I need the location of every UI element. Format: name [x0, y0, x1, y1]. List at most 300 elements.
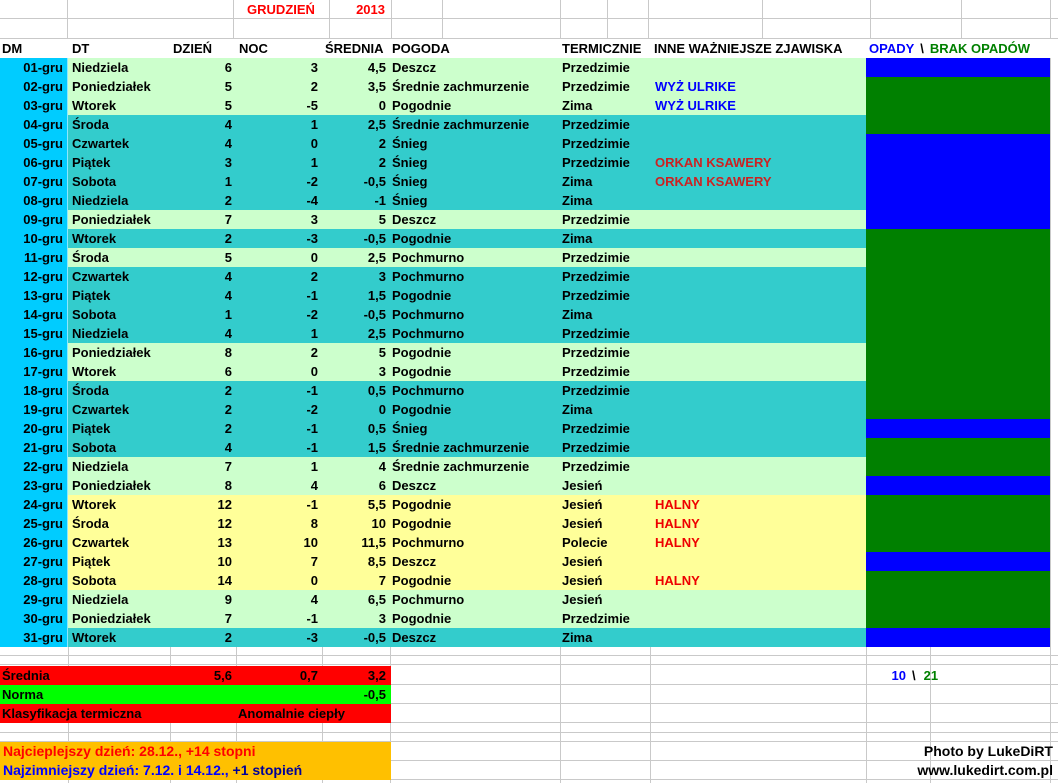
- cell-day-name[interactable]: Piątek: [72, 554, 111, 569]
- cell-day-temp[interactable]: 1: [224, 174, 232, 189]
- year-title-cell[interactable]: 2013: [356, 2, 385, 17]
- col-header-pogoda[interactable]: POGODA: [392, 41, 450, 56]
- cell-day-name[interactable]: Sobota: [72, 440, 117, 455]
- cell-notable-event[interactable]: [650, 590, 866, 609]
- cell-empty: [1050, 552, 1058, 571]
- cell-date[interactable]: 23-gru: [0, 476, 68, 495]
- cell-precipitation-indicator[interactable]: [866, 457, 1050, 476]
- cell-avg-temp[interactable]: 3: [378, 611, 386, 626]
- cell-avg-temp[interactable]: -0,5: [363, 231, 386, 246]
- cell-date[interactable]: 15-gru: [0, 324, 68, 343]
- cell-day-name[interactable]: Sobota: [72, 307, 117, 322]
- cell-night-temp[interactable]: -1: [306, 497, 318, 512]
- cell-thermal-season[interactable]: Polecie: [562, 535, 608, 550]
- cell-night-temp[interactable]: 2: [310, 269, 318, 284]
- col-header-termicznie[interactable]: TERMICZNIE: [562, 41, 642, 56]
- cell-precipitation-indicator[interactable]: [866, 191, 1050, 210]
- cell-day-temp[interactable]: 14: [217, 573, 232, 588]
- cell-precipitation-indicator[interactable]: [866, 96, 1050, 115]
- cell-weather[interactable]: Pochmurno: [392, 383, 465, 398]
- cell-thermal-season[interactable]: Przedzimie: [562, 155, 630, 170]
- cell-avg-temp[interactable]: 2,5: [367, 250, 386, 265]
- cell-thermal-season[interactable]: Przedzimie: [562, 269, 630, 284]
- cell-notable-event[interactable]: [650, 362, 866, 381]
- cell-day-name[interactable]: Sobota: [72, 174, 117, 189]
- cell-weather[interactable]: Pochmurno: [392, 250, 465, 265]
- cell-night-temp[interactable]: -1: [306, 383, 318, 398]
- cell-weather[interactable]: Pogodnie: [392, 611, 452, 626]
- cell-precipitation-indicator[interactable]: [866, 229, 1050, 248]
- cell-notable-event[interactable]: [650, 58, 866, 77]
- cell-weather[interactable]: Pochmurno: [392, 535, 465, 550]
- cell-day-name[interactable]: Czwartek: [72, 269, 130, 284]
- cell-night-temp[interactable]: -1: [306, 440, 318, 455]
- row-band: [68, 476, 866, 495]
- cell-night-temp[interactable]: 0: [310, 573, 318, 588]
- cell-thermal-season[interactable]: Zima: [562, 307, 593, 322]
- average-row[interactable]: [0, 666, 391, 685]
- cell-date[interactable]: 03-gru: [0, 96, 68, 115]
- cell-day-temp[interactable]: 4: [224, 269, 232, 284]
- cell-thermal-season[interactable]: Przedzimie: [562, 79, 630, 94]
- cell-precipitation-indicator[interactable]: [866, 210, 1050, 229]
- cell-notable-event[interactable]: [650, 343, 866, 362]
- cell-thermal-season[interactable]: Przedzimie: [562, 345, 630, 360]
- cell-notable-event[interactable]: [650, 419, 866, 438]
- cell-weather[interactable]: Deszcz: [392, 212, 437, 227]
- cell-precipitation-indicator[interactable]: [866, 343, 1050, 362]
- cell-night-temp[interactable]: 1: [310, 459, 318, 474]
- cell-date[interactable]: 16-gru: [0, 343, 68, 362]
- row-band: [68, 96, 866, 115]
- cell-thermal-season[interactable]: Jesień: [562, 516, 603, 531]
- cell-day-name[interactable]: Poniedziałek: [72, 212, 151, 227]
- cell-avg-temp[interactable]: 5: [378, 345, 386, 360]
- cell-date[interactable]: 18-gru: [0, 381, 68, 400]
- cell-weather[interactable]: Deszcz: [392, 554, 437, 569]
- cell-weather[interactable]: Śnieg: [392, 193, 428, 208]
- cell-day-name[interactable]: Środa: [72, 117, 109, 132]
- cell-day-name[interactable]: Wtorek: [72, 231, 117, 246]
- cell-thermal-season[interactable]: Przedzimie: [562, 326, 630, 341]
- cell-day-name[interactable]: Niedziela: [72, 459, 129, 474]
- cell-thermal-season[interactable]: Przedzimie: [562, 288, 630, 303]
- cell-notable-event[interactable]: [650, 400, 866, 419]
- cell-day-temp[interactable]: 2: [224, 383, 232, 398]
- cell-precipitation-indicator[interactable]: [866, 476, 1050, 495]
- cell-thermal-season[interactable]: Jesień: [562, 592, 603, 607]
- cell-precipitation-indicator[interactable]: [866, 77, 1050, 96]
- cell-thermal-season[interactable]: Jesień: [562, 478, 603, 493]
- cell-day-temp[interactable]: 7: [224, 611, 232, 626]
- thermal-classification-row[interactable]: [0, 704, 391, 723]
- cell-notable-event[interactable]: ORKAN KSAWERY: [655, 155, 772, 170]
- cell-avg-temp[interactable]: -0,5: [363, 307, 386, 322]
- cell-date[interactable]: 04-gru: [0, 115, 68, 134]
- cell-precipitation-indicator[interactable]: [866, 248, 1050, 267]
- cell-day-name[interactable]: Wtorek: [72, 364, 117, 379]
- cell-avg-temp[interactable]: 4,5: [367, 60, 386, 75]
- col-header-dzien[interactable]: DZIEŃ: [173, 41, 212, 56]
- cell-notable-event[interactable]: [650, 191, 866, 210]
- cell-thermal-season[interactable]: Przedzimie: [562, 440, 630, 455]
- cell-precipitation-indicator[interactable]: [866, 495, 1050, 514]
- cell-night-temp[interactable]: 1: [310, 117, 318, 132]
- cell-day-temp[interactable]: 6: [224, 60, 232, 75]
- cell-notable-event[interactable]: [650, 552, 866, 571]
- cell-date[interactable]: 02-gru: [0, 77, 68, 96]
- cell-avg-temp[interactable]: 8,5: [367, 554, 386, 569]
- cell-weather[interactable]: Pogodnie: [392, 98, 452, 113]
- cell-avg-temp[interactable]: -0,5: [363, 174, 386, 189]
- cell-night-temp[interactable]: 10: [303, 535, 318, 550]
- cell-notable-event[interactable]: [650, 267, 866, 286]
- col-header-dm[interactable]: DM: [2, 41, 23, 56]
- cell-day-name[interactable]: Sobota: [72, 573, 117, 588]
- cell-precipitation-indicator[interactable]: [866, 381, 1050, 400]
- cell-avg-temp[interactable]: -0,5: [363, 630, 386, 645]
- col-header-zjawiska[interactable]: INNE WAŻNIEJSZE ZJAWISKA: [654, 41, 843, 56]
- cell-avg-temp[interactable]: 5: [378, 212, 386, 227]
- cell-day-name[interactable]: Poniedziałek: [72, 79, 151, 94]
- cell-date[interactable]: 13-gru: [0, 286, 68, 305]
- cell-notable-event[interactable]: WYŻ ULRIKE: [655, 79, 736, 94]
- cell-avg-temp[interactable]: 0: [378, 402, 386, 417]
- cell-day-temp[interactable]: 5: [224, 250, 232, 265]
- cell-avg-temp[interactable]: 11,5: [361, 535, 386, 550]
- cell-day-temp[interactable]: 13: [217, 535, 232, 550]
- cell-precipitation-indicator[interactable]: [866, 628, 1050, 647]
- cell-date[interactable]: 10-gru: [0, 229, 68, 248]
- cell-weather[interactable]: Pogodnie: [392, 497, 452, 512]
- cell-weather[interactable]: Średnie zachmurzenie: [392, 459, 530, 474]
- cell-night-temp[interactable]: 0: [310, 364, 318, 379]
- cell-night-temp[interactable]: 8: [310, 516, 318, 531]
- cell-day-temp[interactable]: 2: [224, 231, 232, 246]
- cell-avg-temp[interactable]: 0,5: [367, 421, 386, 436]
- cell-weather[interactable]: Deszcz: [392, 630, 437, 645]
- cell-date[interactable]: 08-gru: [0, 191, 68, 210]
- cell-date[interactable]: 31-gru: [0, 628, 68, 647]
- cell-thermal-season[interactable]: Przedzimie: [562, 136, 630, 151]
- cell-night-temp[interactable]: -1: [306, 421, 318, 436]
- cell-notable-event[interactable]: HALNY: [655, 516, 700, 531]
- cell-date[interactable]: 22-gru: [0, 457, 68, 476]
- cell-night-temp[interactable]: -2: [306, 174, 318, 189]
- cell-day-name[interactable]: Środa: [72, 516, 109, 531]
- cell-precipitation-indicator[interactable]: [866, 134, 1050, 153]
- cell-avg-temp[interactable]: 2: [378, 155, 386, 170]
- cell-night-temp[interactable]: -3: [306, 231, 318, 246]
- cell-weather[interactable]: Śnieg: [392, 136, 428, 151]
- cell-avg-temp[interactable]: 3: [378, 364, 386, 379]
- cell-date[interactable]: 28-gru: [0, 571, 68, 590]
- cell-weather[interactable]: Pogodnie: [392, 402, 452, 417]
- cell-notable-event[interactable]: [650, 476, 866, 495]
- cell-day-temp[interactable]: 8: [224, 345, 232, 360]
- cell-day-name[interactable]: Niedziela: [72, 60, 129, 75]
- cell-weather[interactable]: Pogodnie: [392, 364, 452, 379]
- cell-precipitation-indicator[interactable]: [866, 153, 1050, 172]
- cell-date[interactable]: 24-gru: [0, 495, 68, 514]
- cell-day-temp[interactable]: 9: [224, 592, 232, 607]
- cell-day-name[interactable]: Poniedziałek: [72, 345, 151, 360]
- cell-notable-event[interactable]: [650, 438, 866, 457]
- cell-day-temp[interactable]: 2: [224, 402, 232, 417]
- cell-thermal-season[interactable]: Jesień: [562, 497, 603, 512]
- cell-day-temp[interactable]: 4: [224, 288, 232, 303]
- cell-avg-temp[interactable]: 6: [378, 478, 386, 493]
- cell-day-temp[interactable]: 2: [224, 630, 232, 645]
- cell-notable-event[interactable]: [650, 305, 866, 324]
- cell-weather[interactable]: Śnieg: [392, 155, 428, 170]
- cell-weather[interactable]: Śnieg: [392, 174, 428, 189]
- cell-avg-temp[interactable]: 7: [378, 573, 386, 588]
- cell-notable-event[interactable]: [650, 457, 866, 476]
- cell-day-name[interactable]: Wtorek: [72, 98, 117, 113]
- cell-weather[interactable]: Średnie zachmurzenie: [392, 440, 530, 455]
- cell-thermal-season[interactable]: Przedzimie: [562, 212, 630, 227]
- cell-day-name[interactable]: Środa: [72, 250, 109, 265]
- cell-notable-event[interactable]: [650, 248, 866, 267]
- cell-night-temp[interactable]: 0: [310, 136, 318, 151]
- cell-day-temp[interactable]: 12: [217, 497, 232, 512]
- cell-precipitation-indicator[interactable]: [866, 438, 1050, 457]
- cell-weather[interactable]: Deszcz: [392, 478, 437, 493]
- cell-precipitation-indicator[interactable]: [866, 609, 1050, 628]
- cell-thermal-season[interactable]: Jesień: [562, 554, 603, 569]
- cell-weather[interactable]: Pogodnie: [392, 288, 452, 303]
- cell-precipitation-indicator[interactable]: [866, 514, 1050, 533]
- cell-notable-event[interactable]: [650, 324, 866, 343]
- cell-date[interactable]: 30-gru: [0, 609, 68, 628]
- cell-precipitation-indicator[interactable]: [866, 362, 1050, 381]
- cell-avg-temp[interactable]: 1,5: [367, 288, 386, 303]
- cell-notable-event[interactable]: HALNY: [655, 535, 700, 550]
- cell-avg-temp[interactable]: 10: [371, 516, 386, 531]
- col-header-opady[interactable]: [866, 39, 1050, 58]
- cell-avg-temp[interactable]: 3,5: [367, 79, 386, 94]
- cell-date[interactable]: 12-gru: [0, 267, 68, 286]
- cell-precipitation-indicator[interactable]: [866, 267, 1050, 286]
- cell-day-name[interactable]: Piątek: [72, 421, 111, 436]
- cell-notable-event[interactable]: [650, 115, 866, 134]
- cell-night-temp[interactable]: 1: [310, 326, 318, 341]
- cell-day-name[interactable]: Piątek: [72, 155, 111, 170]
- cell-notable-event[interactable]: [650, 628, 866, 647]
- cell-date[interactable]: 17-gru: [0, 362, 68, 381]
- cell-night-temp[interactable]: -1: [306, 611, 318, 626]
- cell-night-temp[interactable]: 1: [310, 155, 318, 170]
- cell-notable-event[interactable]: [650, 609, 866, 628]
- cell-date[interactable]: 05-gru: [0, 134, 68, 153]
- cell-notable-event[interactable]: HALNY: [655, 573, 700, 588]
- cell-precipitation-indicator[interactable]: [866, 172, 1050, 191]
- cell-night-temp[interactable]: -2: [306, 307, 318, 322]
- cell-avg-temp[interactable]: 6,5: [367, 592, 386, 607]
- cell-weather[interactable]: Pochmurno: [392, 592, 465, 607]
- cell-notable-event[interactable]: [650, 229, 866, 248]
- cell-day-name[interactable]: Wtorek: [72, 497, 117, 512]
- cell-day-temp[interactable]: 12: [217, 516, 232, 531]
- cell-day-name[interactable]: Niedziela: [72, 592, 129, 607]
- cell-avg-temp[interactable]: 0: [378, 98, 386, 113]
- cell-avg-temp[interactable]: 2,5: [367, 117, 386, 132]
- cell-day-name[interactable]: Środa: [72, 383, 109, 398]
- cell-precipitation-indicator[interactable]: [866, 571, 1050, 590]
- cell-weather[interactable]: Pogodnie: [392, 345, 452, 360]
- cell-weather[interactable]: Pogodnie: [392, 516, 452, 531]
- cell-thermal-season[interactable]: Zima: [562, 174, 593, 189]
- cell-thermal-season[interactable]: Jesień: [562, 573, 603, 588]
- cell-thermal-season[interactable]: Zima: [562, 193, 593, 208]
- cell-day-temp[interactable]: 3: [224, 155, 232, 170]
- cell-notable-event[interactable]: ORKAN KSAWERY: [655, 174, 772, 189]
- cell-thermal-season[interactable]: Zima: [562, 630, 593, 645]
- row-band: [68, 495, 866, 514]
- cell-weather[interactable]: Pogodnie: [392, 231, 452, 246]
- table-row: [0, 419, 1058, 438]
- cell-thermal-season[interactable]: Przedzimie: [562, 60, 630, 75]
- cell-date[interactable]: 11-gru: [0, 248, 68, 267]
- cell-night-temp[interactable]: -3: [306, 630, 318, 645]
- cell-thermal-season[interactable]: Zima: [562, 402, 593, 417]
- cell-day-temp[interactable]: 10: [217, 554, 232, 569]
- cell-weather[interactable]: Pochmurno: [392, 307, 465, 322]
- cell-day-name[interactable]: Wtorek: [72, 630, 117, 645]
- cell-date[interactable]: 27-gru: [0, 552, 68, 571]
- cell-avg-temp[interactable]: -1: [374, 193, 386, 208]
- cell-precipitation-indicator[interactable]: [866, 305, 1050, 324]
- month-title-cell[interactable]: GRUDZIEŃ: [247, 2, 315, 17]
- cell-precipitation-indicator[interactable]: [866, 58, 1050, 77]
- cell-night-temp[interactable]: 2: [310, 79, 318, 94]
- cell-thermal-season[interactable]: Przedzimie: [562, 250, 630, 265]
- cell-day-temp[interactable]: 4: [224, 136, 232, 151]
- cell-precipitation-indicator[interactable]: [866, 400, 1050, 419]
- cell-date[interactable]: 01-gru: [0, 58, 68, 77]
- cell-date[interactable]: 21-gru: [0, 438, 68, 457]
- cell-date[interactable]: 25-gru: [0, 514, 68, 533]
- cell-day-name[interactable]: Czwartek: [72, 402, 130, 417]
- cell-date[interactable]: 20-gru: [0, 419, 68, 438]
- cell-weather[interactable]: Pochmurno: [392, 269, 465, 284]
- cell-weather[interactable]: Średnie zachmurzenie: [392, 79, 530, 94]
- cell-notable-event[interactable]: [650, 286, 866, 305]
- cell-day-temp[interactable]: 7: [224, 459, 232, 474]
- cell-date[interactable]: 07-gru: [0, 172, 68, 191]
- precipitation-counts[interactable]: [866, 666, 938, 685]
- cell-night-temp[interactable]: 4: [310, 478, 318, 493]
- cell-avg-temp[interactable]: 5,5: [367, 497, 386, 512]
- cell-thermal-season[interactable]: Przedzimie: [562, 611, 630, 626]
- cell-avg-temp[interactable]: 3: [378, 269, 386, 284]
- cell-date[interactable]: 14-gru: [0, 305, 68, 324]
- cell-thermal-season[interactable]: Przedzimie: [562, 364, 630, 379]
- cell-avg-temp[interactable]: 0,5: [367, 383, 386, 398]
- cell-day-temp[interactable]: 4: [224, 440, 232, 455]
- cell-precipitation-indicator[interactable]: [866, 419, 1050, 438]
- cell-day-name[interactable]: Poniedziałek: [72, 611, 151, 626]
- cell-notable-event[interactable]: HALNY: [655, 497, 700, 512]
- norm-row[interactable]: [0, 685, 391, 704]
- cell-thermal-season[interactable]: Zima: [562, 231, 593, 246]
- cell-day-temp[interactable]: 7: [224, 212, 232, 227]
- cell-day-name[interactable]: Poniedziałek: [72, 478, 151, 493]
- cell-weather[interactable]: Śnieg: [392, 421, 428, 436]
- cell-date[interactable]: 09-gru: [0, 210, 68, 229]
- cell-day-temp[interactable]: 5: [224, 98, 232, 113]
- cell-day-temp[interactable]: 2: [224, 421, 232, 436]
- cell-weather[interactable]: Deszcz: [392, 60, 437, 75]
- cell-weather[interactable]: Pochmurno: [392, 326, 465, 341]
- cell-night-temp[interactable]: 4: [310, 592, 318, 607]
- cell-notable-event[interactable]: [650, 381, 866, 400]
- credit-line: Photo by LukeDiRT: [923, 743, 1053, 759]
- col-header-srednia[interactable]: ŚREDNIA: [325, 41, 384, 56]
- cell-night-temp[interactable]: -1: [306, 288, 318, 303]
- cell-avg-temp[interactable]: 2,5: [367, 326, 386, 341]
- cell-day-temp[interactable]: 4: [224, 117, 232, 132]
- cell-day-temp[interactable]: 5: [224, 79, 232, 94]
- cell-weather[interactable]: Pogodnie: [392, 573, 452, 588]
- cell-avg-temp[interactable]: 1,5: [367, 440, 386, 455]
- cell-thermal-season[interactable]: Przedzimie: [562, 383, 630, 398]
- cell-precipitation-indicator[interactable]: [866, 533, 1050, 552]
- cell-night-temp[interactable]: 3: [310, 60, 318, 75]
- cell-day-temp[interactable]: 4: [224, 326, 232, 341]
- cell-thermal-season[interactable]: Przedzimie: [562, 459, 630, 474]
- cell-avg-temp[interactable]: 2: [378, 136, 386, 151]
- cell-night-temp[interactable]: -5: [306, 98, 318, 113]
- cell-date[interactable]: 19-gru: [0, 400, 68, 419]
- cell-precipitation-indicator[interactable]: [866, 324, 1050, 343]
- cell-day-name[interactable]: Czwartek: [72, 535, 130, 550]
- cell-thermal-season[interactable]: Przedzimie: [562, 421, 630, 436]
- cell-night-temp[interactable]: 7: [310, 554, 318, 569]
- cell-day-name[interactable]: Piątek: [72, 288, 111, 303]
- cell-date[interactable]: 26-gru: [0, 533, 68, 552]
- cell-thermal-season[interactable]: Zima: [562, 98, 593, 113]
- cell-night-temp[interactable]: 2: [310, 345, 318, 360]
- cell-precipitation-indicator[interactable]: [866, 552, 1050, 571]
- col-header-noc[interactable]: NOC: [239, 41, 268, 56]
- cell-precipitation-indicator[interactable]: [866, 286, 1050, 305]
- cell-notable-event[interactable]: [650, 210, 866, 229]
- cell-night-temp[interactable]: 3: [310, 212, 318, 227]
- cell-date[interactable]: 29-gru: [0, 590, 68, 609]
- cell-notable-event[interactable]: [650, 134, 866, 153]
- cell-precipitation-indicator[interactable]: [866, 115, 1050, 134]
- cell-day-temp[interactable]: 1: [224, 307, 232, 322]
- cell-precipitation-indicator[interactable]: [866, 590, 1050, 609]
- cell-day-name[interactable]: Niedziela: [72, 193, 129, 208]
- cell-date[interactable]: 06-gru: [0, 153, 68, 172]
- cell-notable-event[interactable]: WYŻ ULRIKE: [655, 98, 736, 113]
- cell-thermal-season[interactable]: Przedzimie: [562, 117, 630, 132]
- cell-night-temp[interactable]: -2: [306, 402, 318, 417]
- cell-night-temp[interactable]: 0: [310, 250, 318, 265]
- cell-day-temp[interactable]: 6: [224, 364, 232, 379]
- cell-weather[interactable]: Średnie zachmurzenie: [392, 117, 530, 132]
- cell-night-temp[interactable]: -4: [306, 193, 318, 208]
- col-header-dt[interactable]: DT: [72, 41, 90, 56]
- cell-day-name[interactable]: Niedziela: [72, 326, 129, 341]
- cell-avg-temp[interactable]: 4: [378, 459, 386, 474]
- cell-day-name[interactable]: Czwartek: [72, 136, 130, 151]
- cell-day-temp[interactable]: 2: [224, 193, 232, 208]
- cell-day-temp[interactable]: 8: [224, 478, 232, 493]
